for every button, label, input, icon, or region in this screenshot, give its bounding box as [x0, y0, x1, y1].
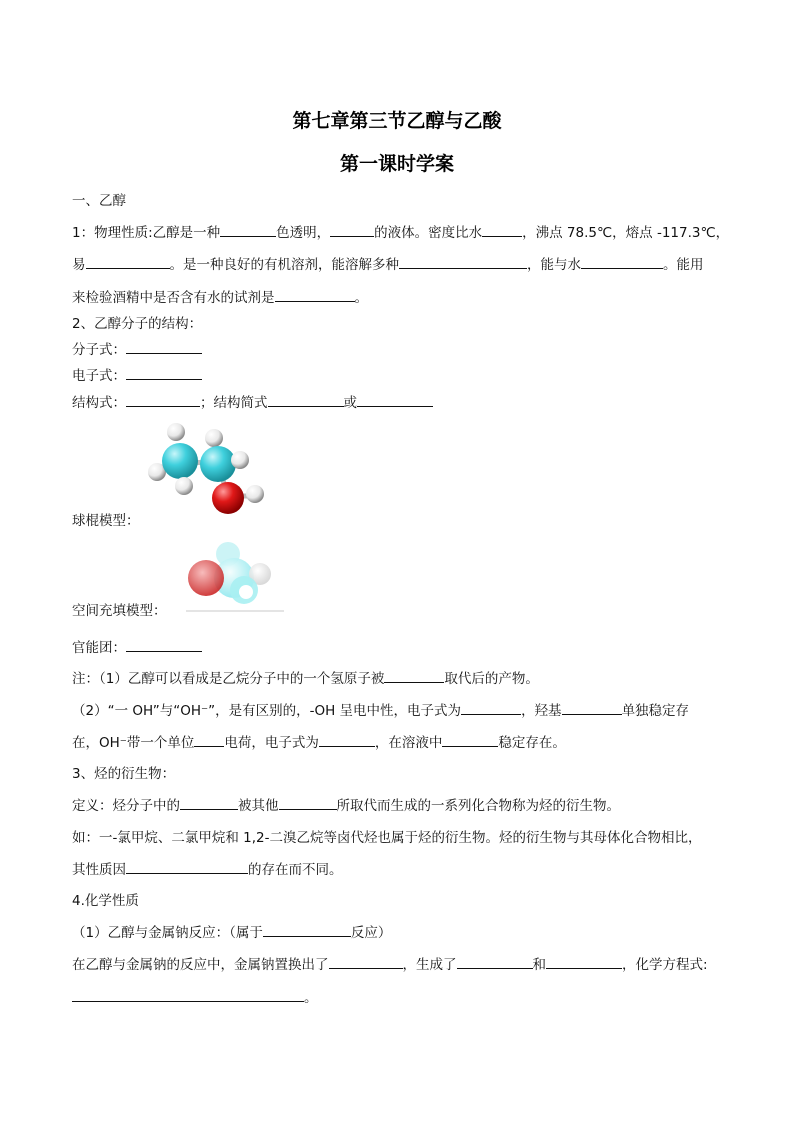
label: 分子式： — [72, 342, 126, 358]
hydrogen-atom — [167, 423, 185, 441]
section-heading-derivatives: 3、烃的衍生物： — [72, 766, 176, 782]
text: ，能与水 — [527, 257, 581, 273]
answer-blank[interactable] — [279, 796, 337, 810]
equation-row — [72, 986, 318, 1006]
paragraph-physical-properties-line1 — [72, 221, 729, 241]
hydrogen-atom — [239, 585, 253, 599]
space-filling-model — [172, 538, 288, 614]
answer-blank[interactable] — [319, 733, 375, 747]
text: 被其他 — [238, 798, 279, 814]
ball-stick-label: 球棍模型： — [72, 513, 140, 529]
answer-blank[interactable] — [442, 733, 498, 747]
page-subtitle: 第一课时学案 — [339, 153, 454, 175]
section-heading-chemical-properties: 4.化学性质 — [72, 893, 139, 909]
text: 的存在而不同。 — [248, 862, 343, 878]
text: ，化学方程式: — [622, 957, 708, 973]
answer-blank[interactable] — [357, 393, 433, 407]
text: 所取代而生成的一系列化合物称为烃的衍生物。 — [336, 798, 620, 814]
note-1 — [72, 667, 539, 687]
section-heading-structure: 2、乙醇分子的结构： — [72, 316, 203, 332]
note-2-line2 — [72, 731, 566, 751]
text: （2）“一 OH”与“OH⁻”，是有区别的，-OH 呈电中性，电子式为 — [72, 703, 462, 719]
page-title: 第七章第三节乙醇与乙酸 — [292, 110, 502, 132]
text: 在乙醇与金属钠的反应中，金属钠置换出了 — [72, 957, 329, 973]
example-line1: 如：一-氯甲烷、二氯甲烷和 1,2-二溴乙烷等卤代烃也属于烃的衍生物。烃的衍生物与其母体化合物相比， — [72, 830, 702, 846]
answer-blank[interactable] — [330, 223, 374, 237]
reaction-1-heading — [72, 921, 391, 941]
text: ；结构简式 — [200, 395, 268, 411]
text: 易 — [72, 257, 86, 273]
answer-blank[interactable] — [384, 669, 444, 683]
carbon-atom — [200, 446, 236, 482]
section-heading-ethanol: 一、乙醇 — [72, 193, 126, 209]
text: 其性质因 — [72, 862, 126, 878]
text: 或 — [343, 395, 357, 411]
answer-blank[interactable] — [546, 955, 622, 969]
label: 电子式： — [72, 368, 126, 384]
example-line2 — [72, 858, 343, 878]
answer-blank[interactable] — [268, 393, 344, 407]
text: 。 — [304, 990, 318, 1006]
text: ，生成了 — [402, 957, 457, 973]
text: 取代后的产物。 — [444, 671, 539, 687]
answer-blank[interactable] — [581, 255, 663, 269]
paragraph-physical-properties-line2 — [72, 253, 704, 273]
answer-blank[interactable] — [126, 638, 202, 652]
answer-blank[interactable] — [126, 340, 202, 354]
text: 1：物理性质:乙醇是一种 — [72, 225, 221, 241]
oxygen-atom — [188, 560, 224, 596]
text: 。是一种良好的有机溶剂，能溶解多种 — [169, 257, 399, 273]
electron-formula-row — [72, 364, 202, 384]
text: 在，OH⁻带一个单位 — [72, 735, 195, 751]
text: 稳定存在。 — [498, 735, 566, 751]
text: 单独稳定存 — [621, 703, 690, 719]
text: 定义：烃分子中的 — [72, 798, 180, 814]
text: 。能用 — [663, 257, 704, 273]
text: ，沸点 78.5℃，熔点 -117.3℃， — [522, 225, 730, 241]
text: 电荷，电子式为 — [224, 735, 319, 751]
answer-blank[interactable] — [275, 288, 355, 302]
text: （1）乙醇与金属钠反应：（属于 — [72, 925, 263, 941]
molecular-formula-row — [72, 338, 202, 358]
answer-blank[interactable] — [399, 255, 527, 269]
paragraph-physical-properties-line3 — [72, 286, 368, 306]
text: 。 — [354, 290, 368, 306]
answer-blank[interactable] — [263, 923, 351, 937]
answer-blank[interactable] — [194, 733, 224, 747]
hydrogen-atom — [175, 477, 193, 495]
text: 的液体。密度比水 — [374, 225, 483, 241]
text: ，在溶液中 — [374, 735, 443, 751]
carbon-atom — [162, 443, 198, 479]
text: 反应） — [350, 925, 392, 941]
label: 结构式： — [72, 395, 126, 411]
answer-blank[interactable] — [126, 860, 248, 874]
hydrogen-atom — [246, 485, 264, 503]
text: ，羟基 — [521, 703, 562, 719]
text: 来检验酒精中是否含有水的试剂是 — [72, 290, 275, 306]
structural-formula-row — [72, 391, 433, 411]
functional-group-row — [72, 636, 202, 656]
answer-blank[interactable] — [461, 701, 521, 715]
answer-blank[interactable] — [126, 366, 202, 380]
oxygen-atom — [212, 482, 244, 514]
answer-blank[interactable] — [562, 701, 622, 715]
text: 注：（1）乙醇可以看成是乙烷分子中的一个氢原子被 — [72, 671, 385, 687]
text: 色透明， — [276, 225, 331, 241]
label: 官能团： — [72, 640, 126, 656]
hydrogen-atom — [231, 451, 249, 469]
text: 和 — [532, 957, 546, 973]
space-filling-label: 空间充填模型： — [72, 603, 167, 619]
ball-and-stick-model — [140, 416, 280, 520]
answer-blank[interactable] — [482, 223, 522, 237]
answer-blank[interactable] — [457, 955, 533, 969]
equation-blank[interactable] — [72, 988, 304, 1002]
answer-blank[interactable] — [86, 255, 170, 269]
definition-row — [72, 794, 620, 814]
note-2-line1 — [72, 699, 689, 719]
reaction-text-row — [72, 953, 708, 973]
answer-blank[interactable] — [220, 223, 276, 237]
answer-blank[interactable] — [126, 393, 200, 407]
answer-blank[interactable] — [180, 796, 238, 810]
hydrogen-atom — [205, 429, 223, 447]
answer-blank[interactable] — [329, 955, 403, 969]
